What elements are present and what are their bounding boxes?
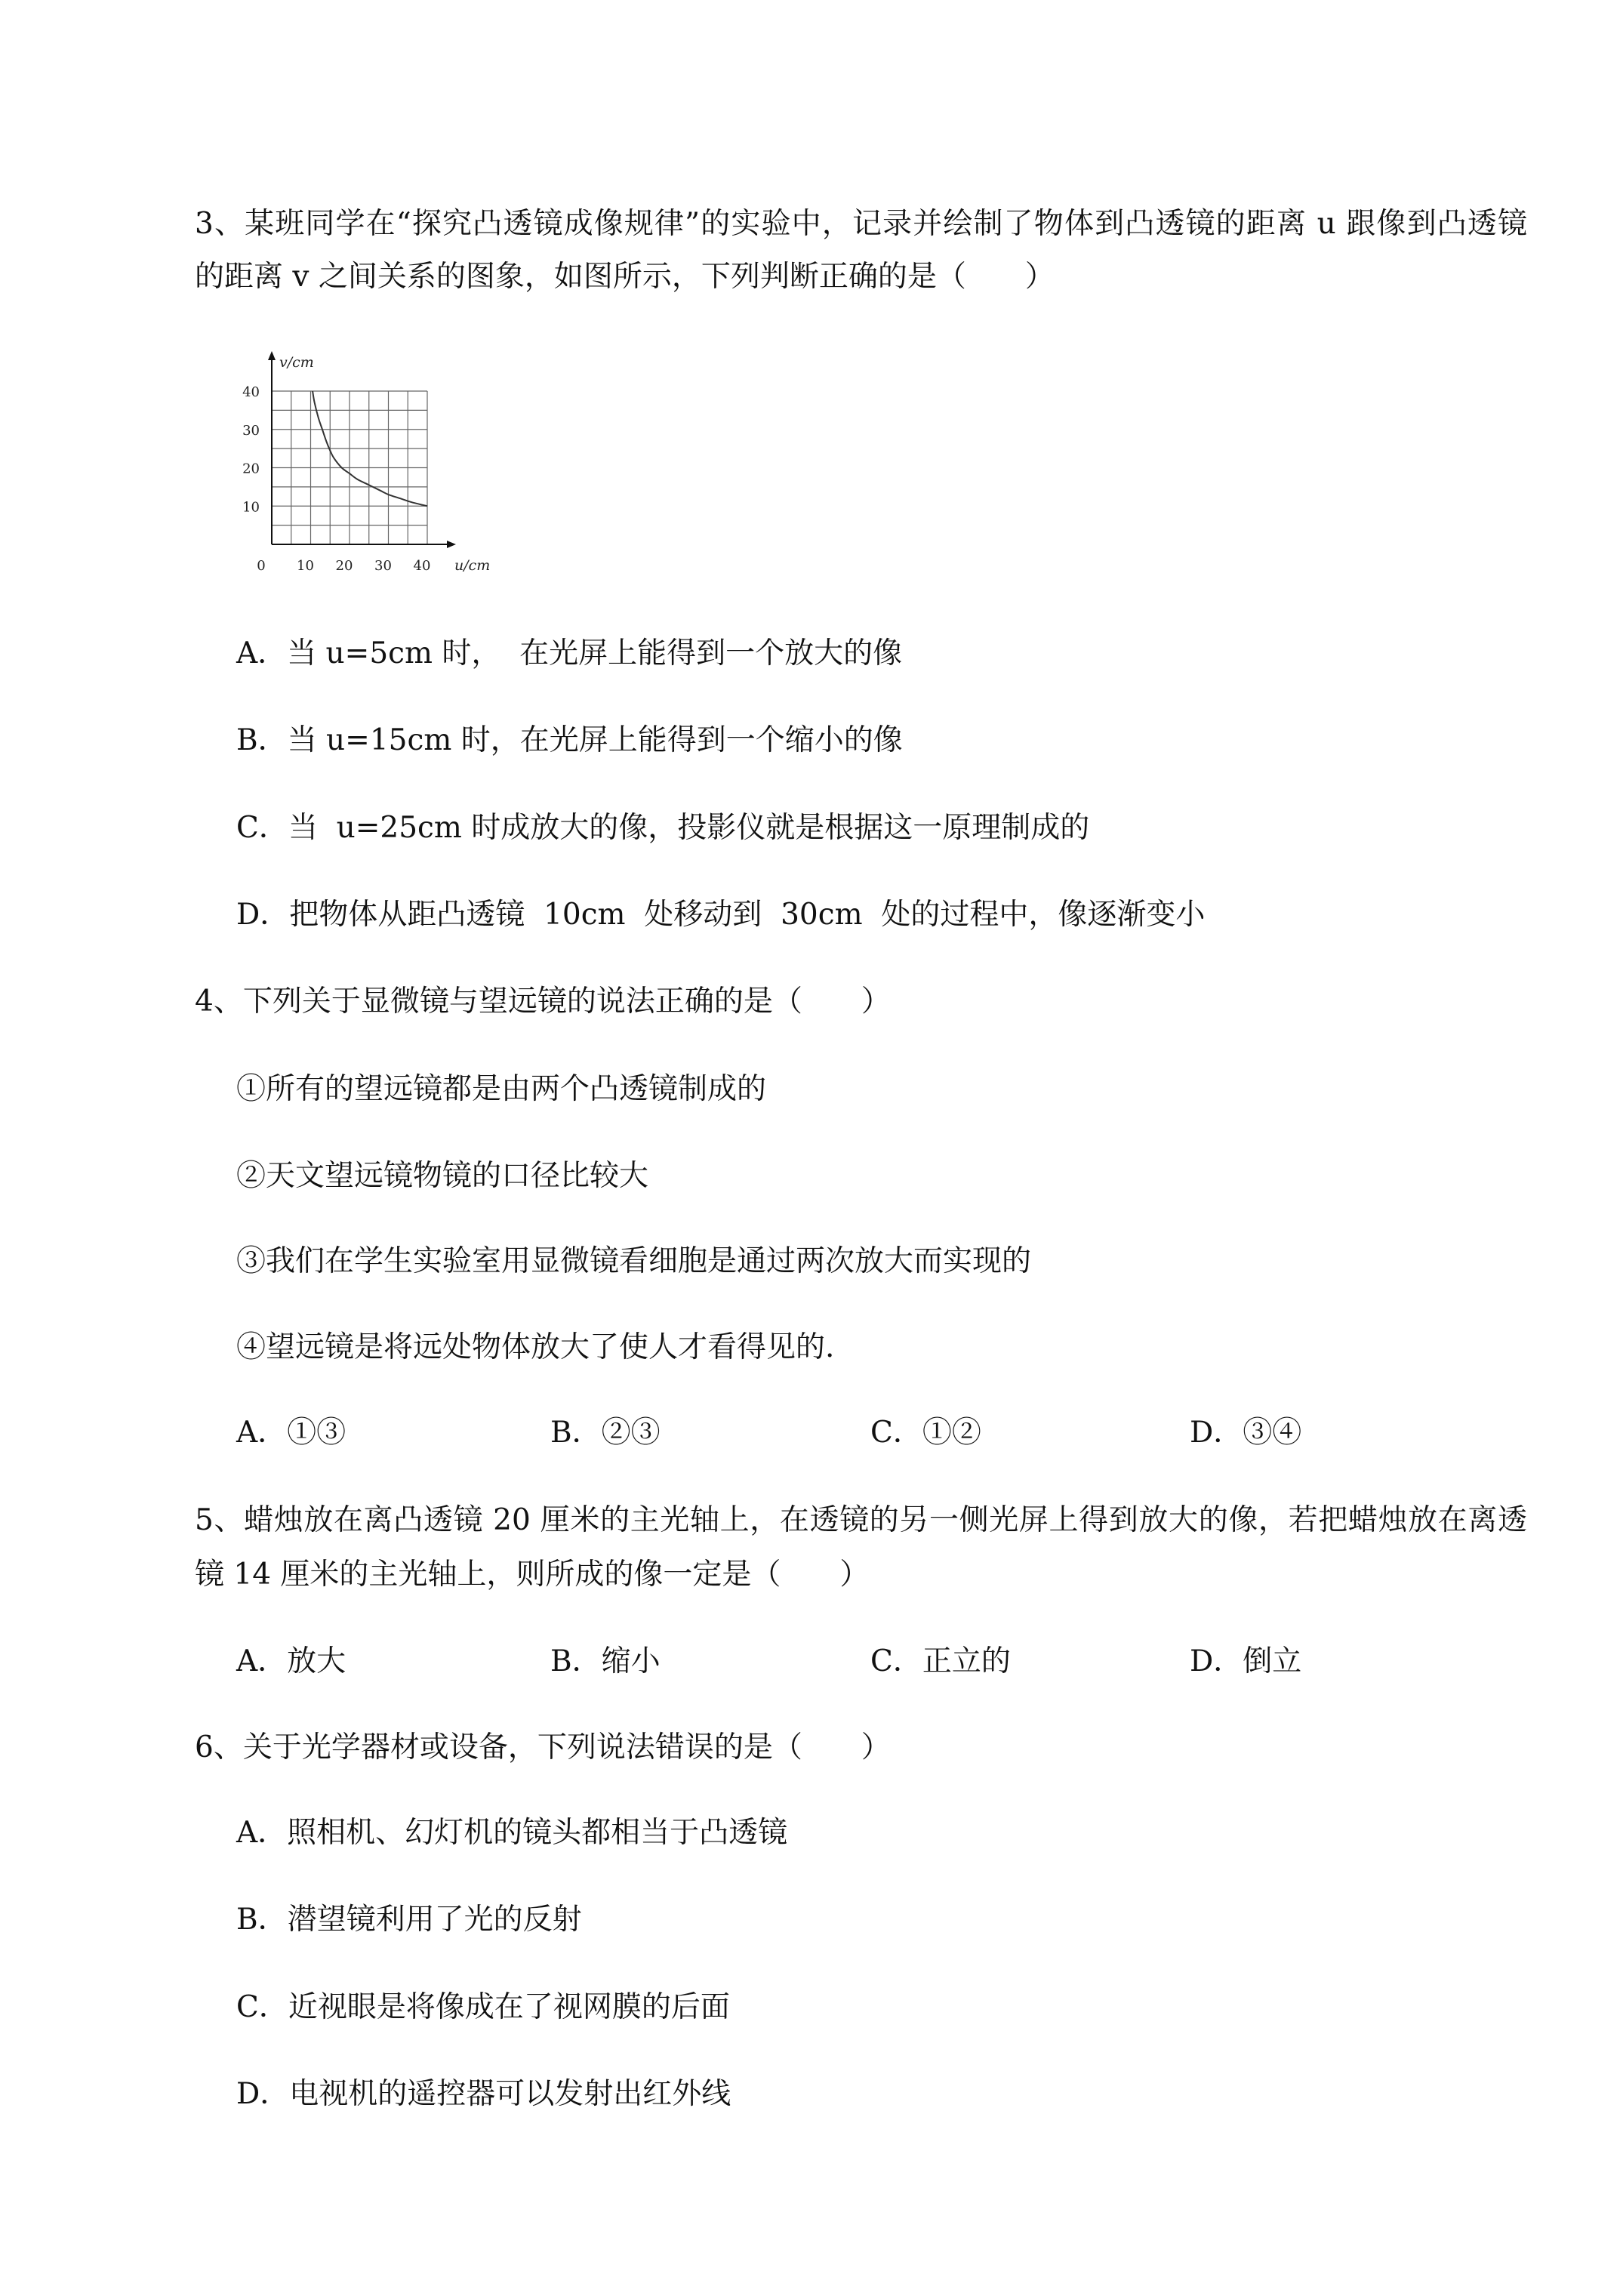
- question-4-statement-3: ③我们在学生实验室用显微镜看细胞是通过两次放大而实现的: [236, 1244, 1032, 1278]
- question-5-option-b: B．缩小: [550, 1644, 661, 1678]
- x-axis-label: u/cm: [454, 557, 491, 574]
- y-tick-label-10: 10: [242, 499, 260, 516]
- question-3-stem-line-2: 的距离 v 之间关系的图象，如图所示，下列判断正确的是（ ）: [195, 260, 1055, 294]
- x-tick-label-10: 10: [297, 558, 314, 574]
- question-3-option-c: C．当 u=25cm 时成放大的像，投影仪就是根据这一原理制成的: [236, 811, 1090, 845]
- y-axis-arrow: [268, 351, 276, 360]
- x-axis-arrow: [447, 541, 456, 548]
- question-4-option-a: A．①③: [236, 1416, 346, 1450]
- question-4-option-d: D．③④: [1190, 1416, 1302, 1450]
- y-axis-label: v/cm: [279, 354, 314, 371]
- question-3-option-a: A．当 u=5cm 时， 在光屏上能得到一个放大的像: [236, 636, 903, 670]
- x-tick-label-40: 40: [413, 558, 431, 574]
- question-5-option-c: C．正立的: [870, 1644, 1011, 1678]
- chart-grid: [272, 391, 427, 544]
- question-6-option-b: B．潜望镜利用了光的反射: [236, 1903, 582, 1937]
- question-6-option-d: D．电视机的遥控器可以发射出红外线: [236, 2077, 731, 2111]
- x-tick-label-20: 20: [335, 558, 353, 574]
- question-4-statement-1: ①所有的望远镜都是由两个凸透镜制成的: [236, 1072, 767, 1106]
- chart-tick-labels: [242, 384, 430, 574]
- y-tick-label-30: 30: [242, 422, 260, 439]
- question-6-option-a: A．照相机、幻灯机的镜头都相当于凸透镜: [236, 1816, 788, 1850]
- question-4-option-c: C．①②: [870, 1416, 981, 1450]
- question-5-stem-line-1: 5、蜡烛放在离凸透镜 20 厘米的主光轴上，在透镜的另一侧光屏上得到放大的像，若把蜡烛放在离透: [195, 1504, 1527, 1537]
- question-6-option-c: C．近视眼是将像成在了视网膜的后面: [236, 1990, 730, 2024]
- question-6-stem: 6、关于光学器材或设备，下列说法错误的是（ ）: [195, 1730, 891, 1764]
- x-tick-label-0: 0: [257, 558, 266, 574]
- question-5-option-d: D．倒立: [1190, 1644, 1302, 1678]
- x-tick-label-30: 30: [374, 558, 392, 574]
- question-3-stem-line-1: 3、某班同学在“探究凸透镜成像规律”的实验中，记录并绘制了物体到凸透镜的距离 u 跟像到凸透镜: [195, 208, 1527, 241]
- question-3-option-d: D．把物体从距凸透镜 10cm 处移动到 30cm 处的过程中，像逐渐变小: [236, 898, 1206, 932]
- question-4-statement-4: ④望远镜是将远处物体放大了使人才看得见的.: [236, 1330, 835, 1364]
- question-5-option-a: A．放大: [236, 1644, 346, 1678]
- u-v-relationship-chart: [226, 347, 498, 581]
- y-tick-label-40: 40: [242, 384, 260, 400]
- question-4-option-b: B．②③: [550, 1416, 661, 1450]
- y-tick-label-20: 20: [242, 461, 260, 477]
- question-5-stem-line-2: 镜 14 厘米的主光轴上，则所成的像一定是（ ）: [195, 1558, 870, 1592]
- question-3-option-b: B．当 u=15cm 时，在光屏上能得到一个缩小的像: [236, 723, 903, 757]
- question-4-statement-2: ②天文望远镜物镜的口径比较大: [236, 1159, 649, 1193]
- question-4-stem: 4、下列关于显微镜与望远镜的说法正确的是（ ）: [195, 985, 891, 1019]
